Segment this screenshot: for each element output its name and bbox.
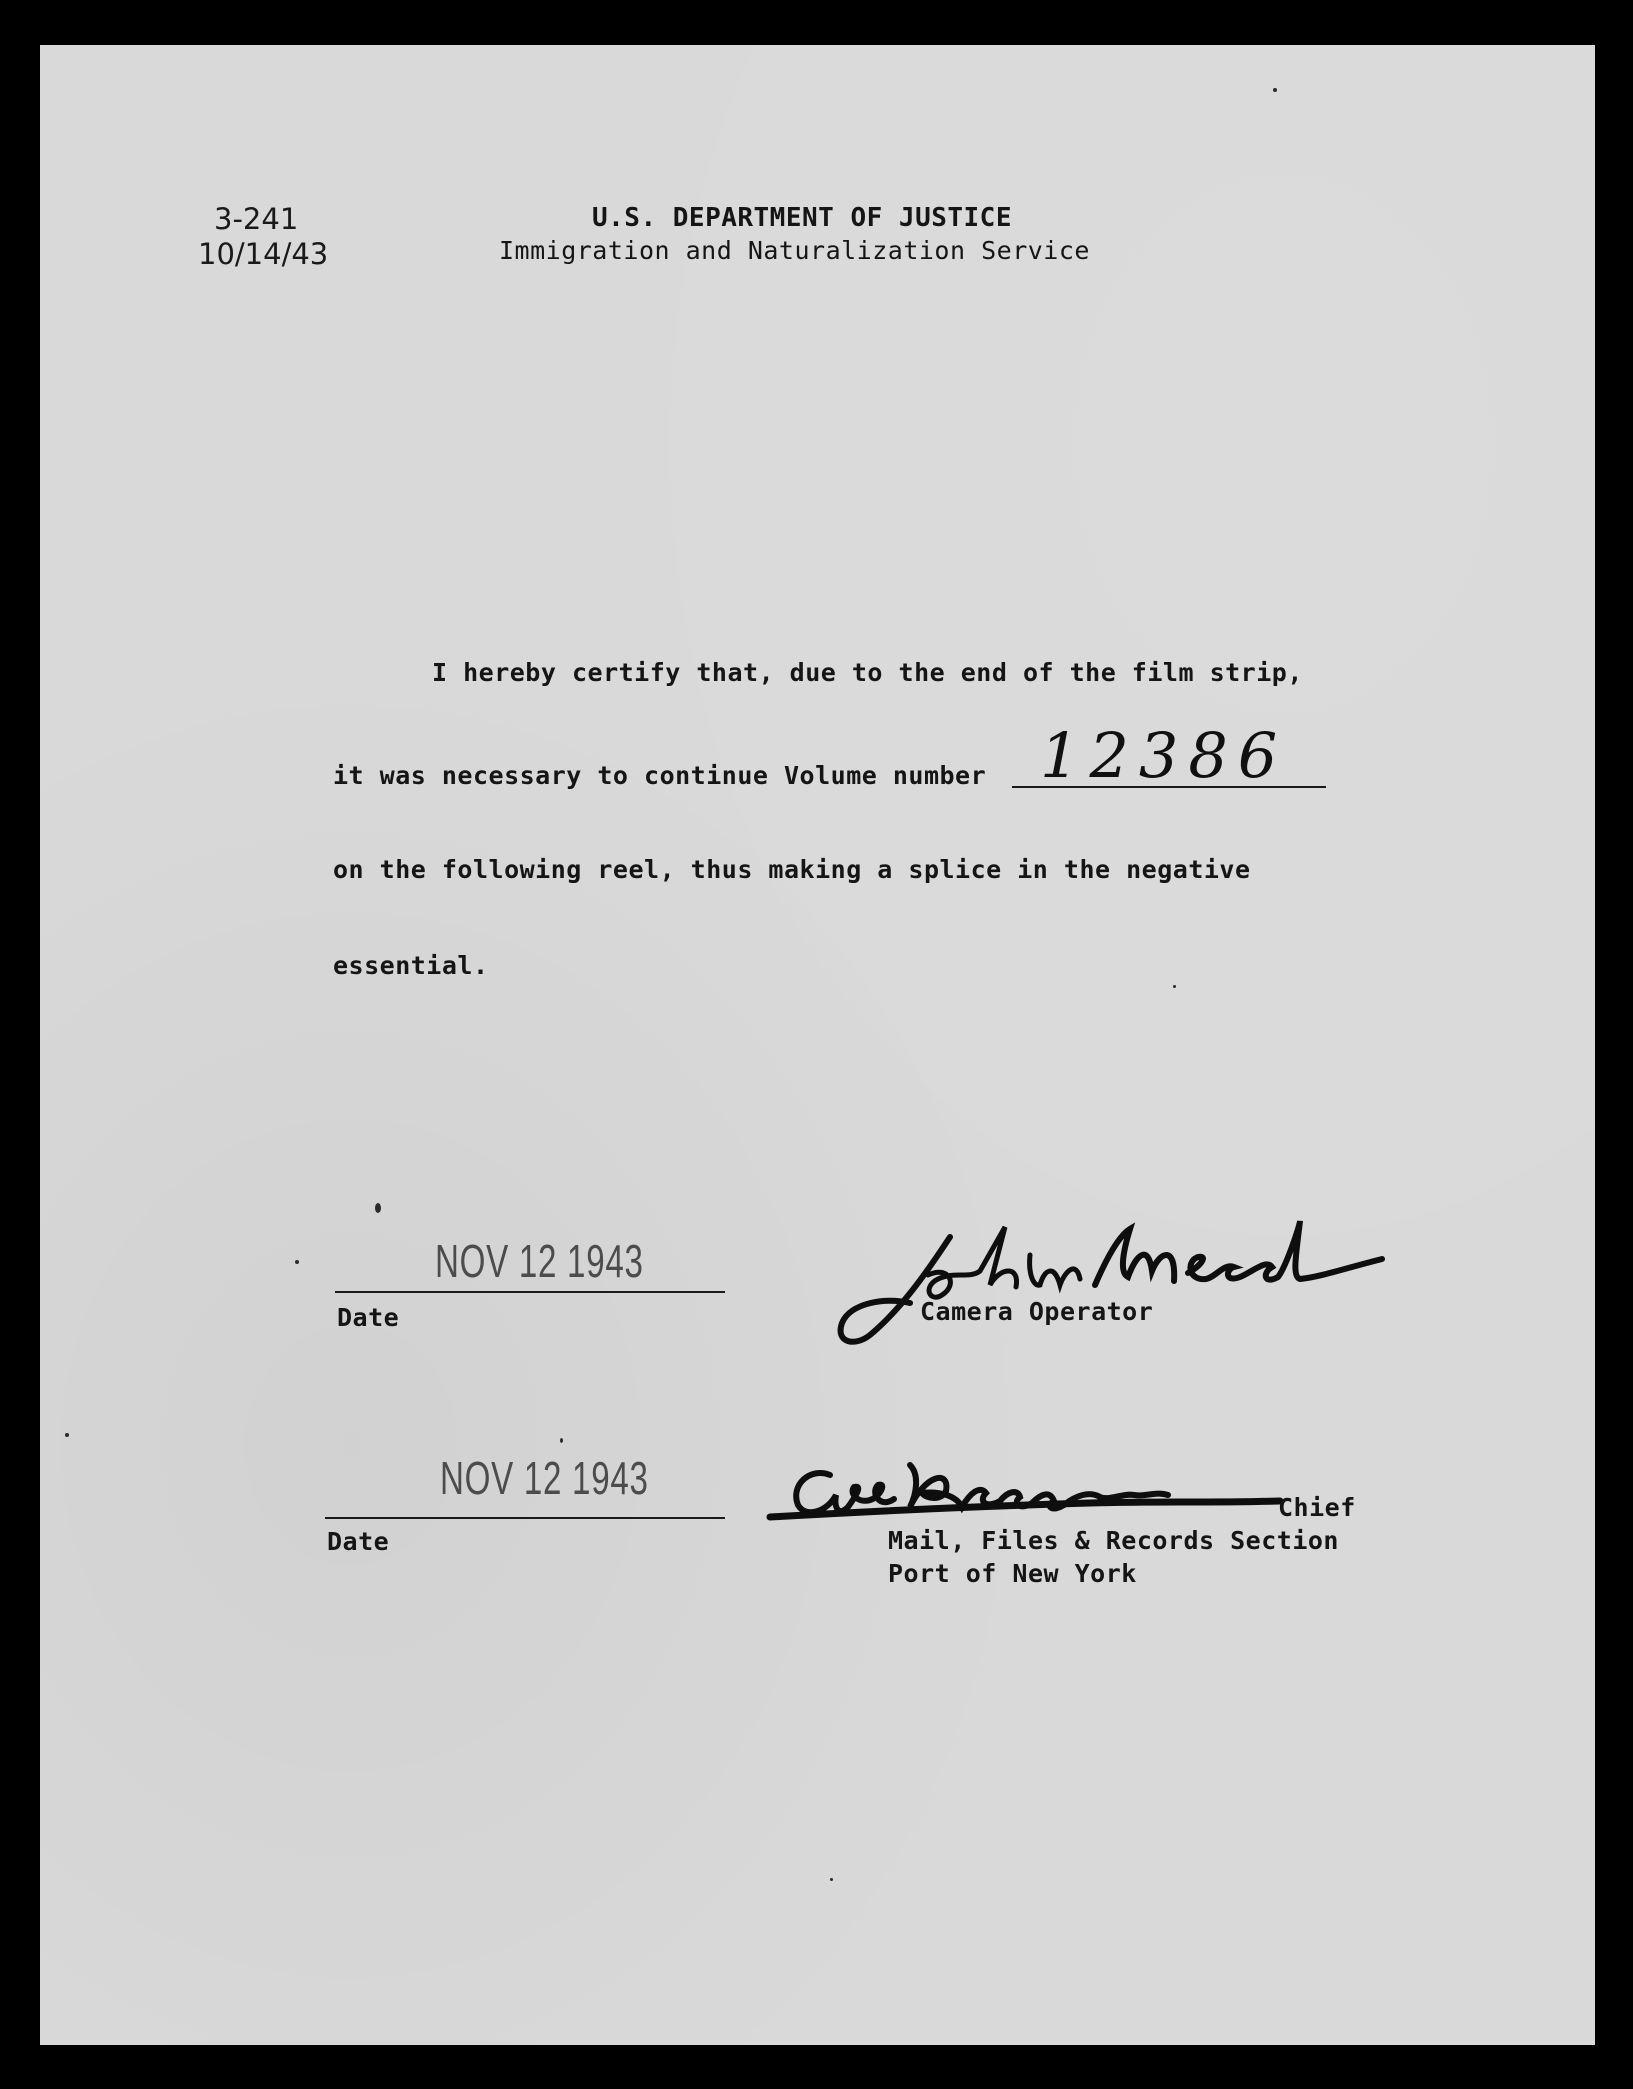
camera-operator-title: Camera Operator	[920, 1297, 1154, 1326]
scan-speck	[560, 1438, 563, 1443]
form-number: 3-241	[214, 202, 299, 236]
date-line-1	[335, 1291, 725, 1293]
certification-line-4: essential.	[333, 951, 489, 980]
camera-operator-signature	[830, 1215, 1390, 1355]
certification-line-1: I hereby certify that, due to the end of the film strip,	[432, 658, 1303, 687]
form-date: 10/14/43	[198, 237, 329, 271]
date-line-2	[325, 1517, 725, 1519]
section-title: Mail, Files & Records Section	[888, 1526, 1339, 1555]
document-page	[40, 45, 1595, 2045]
scan-speck	[375, 1203, 381, 1213]
certification-line-2: it was necessary to continue Volume number	[333, 761, 987, 790]
date-stamp-2: NOV 12 1943	[440, 1452, 649, 1504]
date-label-1: Date	[337, 1303, 400, 1332]
date-label-2: Date	[327, 1527, 390, 1556]
scan-speck	[1273, 88, 1277, 92]
department-heading: U.S. DEPARTMENT OF JUSTICE	[592, 203, 1012, 233]
scan-speck	[295, 1260, 299, 1264]
chief-signature	[750, 1445, 1310, 1535]
scan-speck	[830, 1878, 833, 1881]
scan-speck	[1173, 985, 1176, 988]
service-heading: Immigration and Naturalization Service	[499, 236, 1090, 265]
chief-title: Chief	[1278, 1493, 1356, 1522]
port-title: Port of New York	[888, 1559, 1137, 1588]
volume-number-handwritten: 12386	[1040, 719, 1288, 792]
scan-speck	[65, 1433, 69, 1437]
date-stamp-1: NOV 12 1943	[435, 1235, 644, 1287]
certification-line-3: on the following reel, thus making a splice in the negative	[333, 855, 1251, 884]
